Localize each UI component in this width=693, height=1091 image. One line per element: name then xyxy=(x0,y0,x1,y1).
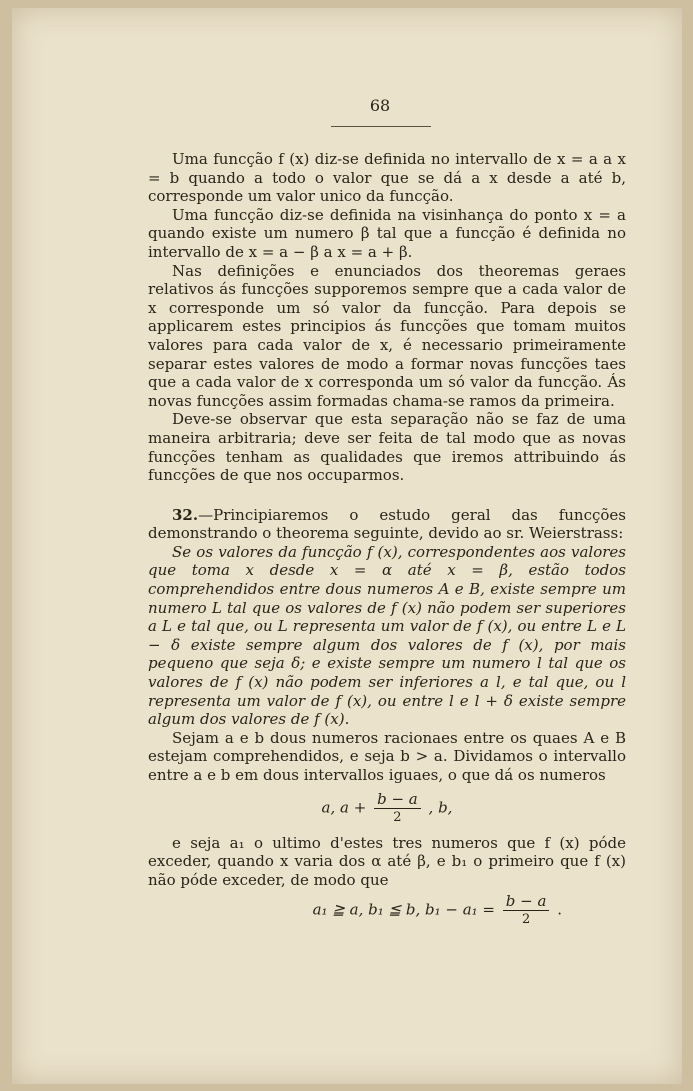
section-intro-text: —Principiaremos o estudo geral das funcções demonstrando o theorema seguinte, devido ao sr. Weierstrass: xyxy=(148,505,626,543)
formula2-left: a₁ ≧ a, b₁ ≦ b, b₁ − a₁ = xyxy=(312,900,495,919)
formula-inequalities xyxy=(148,893,562,928)
body-text xyxy=(148,150,626,928)
formula2-right: . xyxy=(557,900,562,919)
paragraph-sejam: Sejam a e b dous numeros racionaes entre os quaes A e B estejam comprehendidos, e seja b > a. Dividamos o intervallo entre a e b em dous intervallos iguaes, o que dá os numeros xyxy=(148,728,626,784)
formula2-fraction xyxy=(503,893,550,928)
formula1-denominator: 2 xyxy=(393,809,402,825)
formula1-fraction xyxy=(374,791,421,826)
book-page xyxy=(12,8,682,1084)
formula-numbers xyxy=(148,791,626,826)
page-number: 68 xyxy=(369,96,391,115)
paragraph-branches: Nas definições e enunciados dos theoremas geraes relativos ás funcções supporemos sempre que a cada valor de x corresponde um só valor da funcção. Para depois se applicarem estes principios ás funcções que tomam muitos valores para cada valor de x, é necessario primeiramente separar estes valores de modo a formar novas funcções taes que a cada valor de x corresponda um só valor da funcção. Ás novas funcções assim formadas chama-se ramos da primeira. xyxy=(148,261,626,410)
paragraph-definition-interval: Uma funcção f (x) diz-se definida no intervallo de x = a a x = b quando a todo o valor que se dá a x desde a até b, corresponde um valor unico da funcção. xyxy=(148,150,626,206)
theorem-statement: Se os valores da funcção f (x), correspondentes aos valores que toma x desde x = α até x = β, estão todos comprehendidos entre dous numeros A e B, existe sempre um numero L tal que os valores de f (x) não podem ser superiores a L e tal que, ou L representa um valor de f (x), ou entre L e L − δ existe sempre algum dos valores de f (x), por mais pequeno que seja δ; e existe sempre um numero l tal que os valores de f (x) não podem ser inferiores a l, e tal que, ou l representa um valor de f (x), ou entre l e l + δ existe sempre algum dos valores de f (x). xyxy=(148,542,626,729)
paragraph-separation: Deve-se observar que esta separação não se faz de uma maneira arbitraria; deve ser feita de tal modo que as novas funcções tenham as qualidades que iremos attribuindo ás funcções de que nos occuparmos. xyxy=(148,410,626,485)
paragraph-seja: e seja a₁ o ultimo d'estes tres numeros que f (x) póde exceder, quando x varia dos α até β, e b₁ o primeiro que f (x) não póde exceder, de modo que xyxy=(148,833,626,889)
section-gap xyxy=(148,485,626,506)
paragraph-definition-neighbourhood: Uma funcção diz-se definida na visinhança do ponto x = a quando existe um numero β tal que a funcção é definida no intervallo de x = a − β a x = a + β. xyxy=(148,205,626,261)
section-intro-paragraph xyxy=(148,506,626,543)
section-number: 32. xyxy=(172,505,199,524)
formula1-numerator: b − a xyxy=(374,791,421,809)
header-rule xyxy=(331,126,431,127)
formula2-numerator: b − a xyxy=(503,893,550,911)
formula1-right: , b, xyxy=(428,798,453,817)
formula2-denominator: 2 xyxy=(521,912,531,928)
formula1-left: a, a + xyxy=(321,798,367,817)
